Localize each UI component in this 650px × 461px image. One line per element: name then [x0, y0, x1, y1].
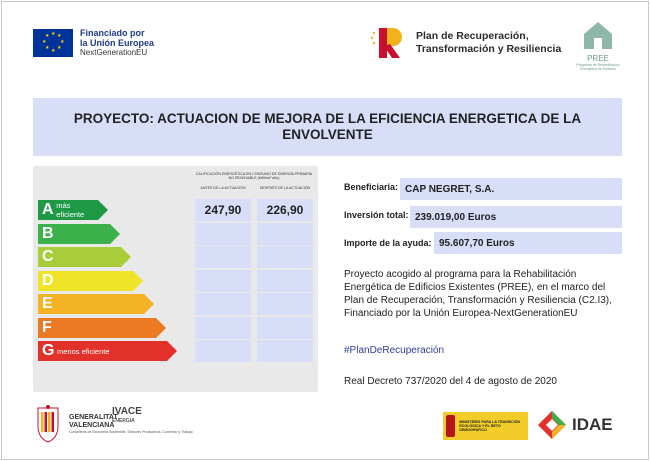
pree-subtitle: Programa de Rehabilitación Energética de Edificios: [576, 63, 620, 71]
program-description: Proyecto acogido al programa para la Rehabilitación Energética de Edificios Existentes (PREE), en el marco del Plan de Recuperación, Transformación y Resiliencia (C2.I3), Financiado por la Unión Europea-NextGenerationEU: [344, 269, 612, 319]
before-header: ANTES DE LA ACTUACIÓN: [200, 186, 246, 190]
energy-class-d-bar: [38, 271, 133, 291]
energy-class-g-bar: [38, 341, 167, 361]
royal-decree: Real Decreto 737/2020 del 4 de agosto de 2020: [344, 376, 557, 387]
gva-subtitle: Conselleria de Economía Sostenible, Sectores Productivos, Comercio y Trabajo: [69, 430, 193, 434]
energy-class-e-bar: [38, 294, 144, 314]
rating-column-header: CALIFICACIÓN ENERGÉTICA EN CONSUMO DE ENERGÍA PRIMARIA NO RENOVABLE (kWh/m² año): [195, 172, 313, 180]
pree-label: PREE: [587, 54, 609, 63]
rating-after-cell-f: [257, 317, 313, 339]
ivace-logo: [112, 406, 142, 424]
eu-flag-icon: ★ ★ ★ ★ ★ ★ ★ ★: [33, 29, 73, 57]
recovery-plan-r-icon: [370, 26, 406, 60]
energy-class-letter: G: [42, 342, 55, 359]
gva-line2: VALENCIANA: [69, 422, 115, 429]
energy-class-letter: A: [42, 201, 54, 218]
project-title: PROYECTO: ACTUACION DE MEJORA DE LA EFICIENCIA ENERGETICA DE LA ENVOLVENTE: [73, 111, 582, 142]
aid-value: 95.607,70 Euros: [434, 232, 622, 254]
bar-arrow-tip: [110, 224, 120, 244]
rating-after-cell-c: [257, 246, 313, 268]
bar-arrow-tip: [121, 247, 131, 267]
energy-class-letter: E: [42, 295, 53, 312]
eu-line2: la Unión Europea: [80, 38, 155, 48]
eu-funding-logo: [33, 28, 154, 58]
after-header: DESPUÉS DE LA ACTUACIÓN: [259, 186, 311, 190]
energy-class-a-bar: [38, 200, 98, 220]
recovery-plan-logo: [370, 26, 561, 60]
rating-after-cell-b: [257, 223, 313, 245]
energy-class-letter: B: [42, 224, 54, 242]
house-icon: [580, 18, 616, 52]
energy-class-letter: F: [42, 318, 52, 336]
idae-logo: [537, 410, 613, 440]
rating-before-cell-a: 247,90: [195, 199, 251, 221]
energy-class-caption: menos eficiente: [57, 346, 110, 356]
beneficiary-label: Beneficiaria:: [344, 182, 399, 192]
rating-after-cell-e: [257, 293, 313, 315]
rating-before-cell-f: [195, 317, 251, 339]
gva-line1: GENERALITAT: [69, 414, 118, 421]
rating-before-cell-g: [195, 340, 251, 362]
investment-value: 239.019,00 Euros: [410, 206, 622, 228]
rating-before-cell-e: [195, 293, 251, 315]
hashtag-link[interactable]: #PlanDeRecuperación: [344, 345, 445, 356]
eu-line1: Financiado por: [80, 28, 145, 38]
project-title-box: [33, 98, 622, 156]
energy-class-letter: C: [42, 248, 54, 265]
energy-class-c-bar: [38, 247, 121, 267]
rating-before-cell-c: [195, 246, 251, 268]
pree-logo: [572, 18, 624, 71]
idae-name: IDAE: [572, 415, 613, 434]
energy-class-caption: más eficiente: [56, 201, 85, 219]
bar-arrow-tip: [156, 318, 166, 338]
rating-before-cell-d: [195, 270, 251, 292]
plan-line2: Transformación y Resiliencia: [416, 43, 562, 55]
rating-after-cell-d: [257, 270, 313, 292]
aid-label: Importe de la ayuda:: [344, 238, 432, 248]
rating-after-cell-a: 226,90: [257, 199, 313, 221]
bar-arrow-tip: [98, 200, 108, 220]
plan-line1: Plan de Recuperación,: [416, 30, 529, 42]
ministry-text: MINISTERIO PARA LA TRANSICIÓN ECOLÓGICA Y EL RETO DEMOGRÁFICO: [459, 420, 521, 432]
ivace-name: IVACE: [112, 406, 142, 417]
ministry-logo: [443, 412, 528, 440]
energy-class-letter: D: [42, 271, 54, 289]
energy-class-f-bar: [38, 318, 156, 338]
spain-coat-of-arms-icon: [446, 415, 455, 437]
idae-mark-icon: [537, 410, 567, 440]
eu-line3: NextGenerationEU: [80, 48, 148, 57]
rating-before-cell-b: [195, 223, 251, 245]
investment-label: Inversión total:: [344, 210, 409, 220]
generalitat-emblem-icon: [33, 404, 63, 444]
energy-class-b-bar: [38, 224, 110, 244]
bar-arrow-tip: [144, 294, 154, 314]
ivace-subtitle: ENERGIA: [112, 418, 135, 424]
rating-after-cell-g: [257, 340, 313, 362]
bar-arrow-tip: [133, 271, 143, 291]
energy-rating-card: [33, 166, 318, 392]
beneficiary-value: CAP NEGRET, S.A.: [400, 178, 622, 200]
bar-arrow-tip: [167, 341, 177, 361]
